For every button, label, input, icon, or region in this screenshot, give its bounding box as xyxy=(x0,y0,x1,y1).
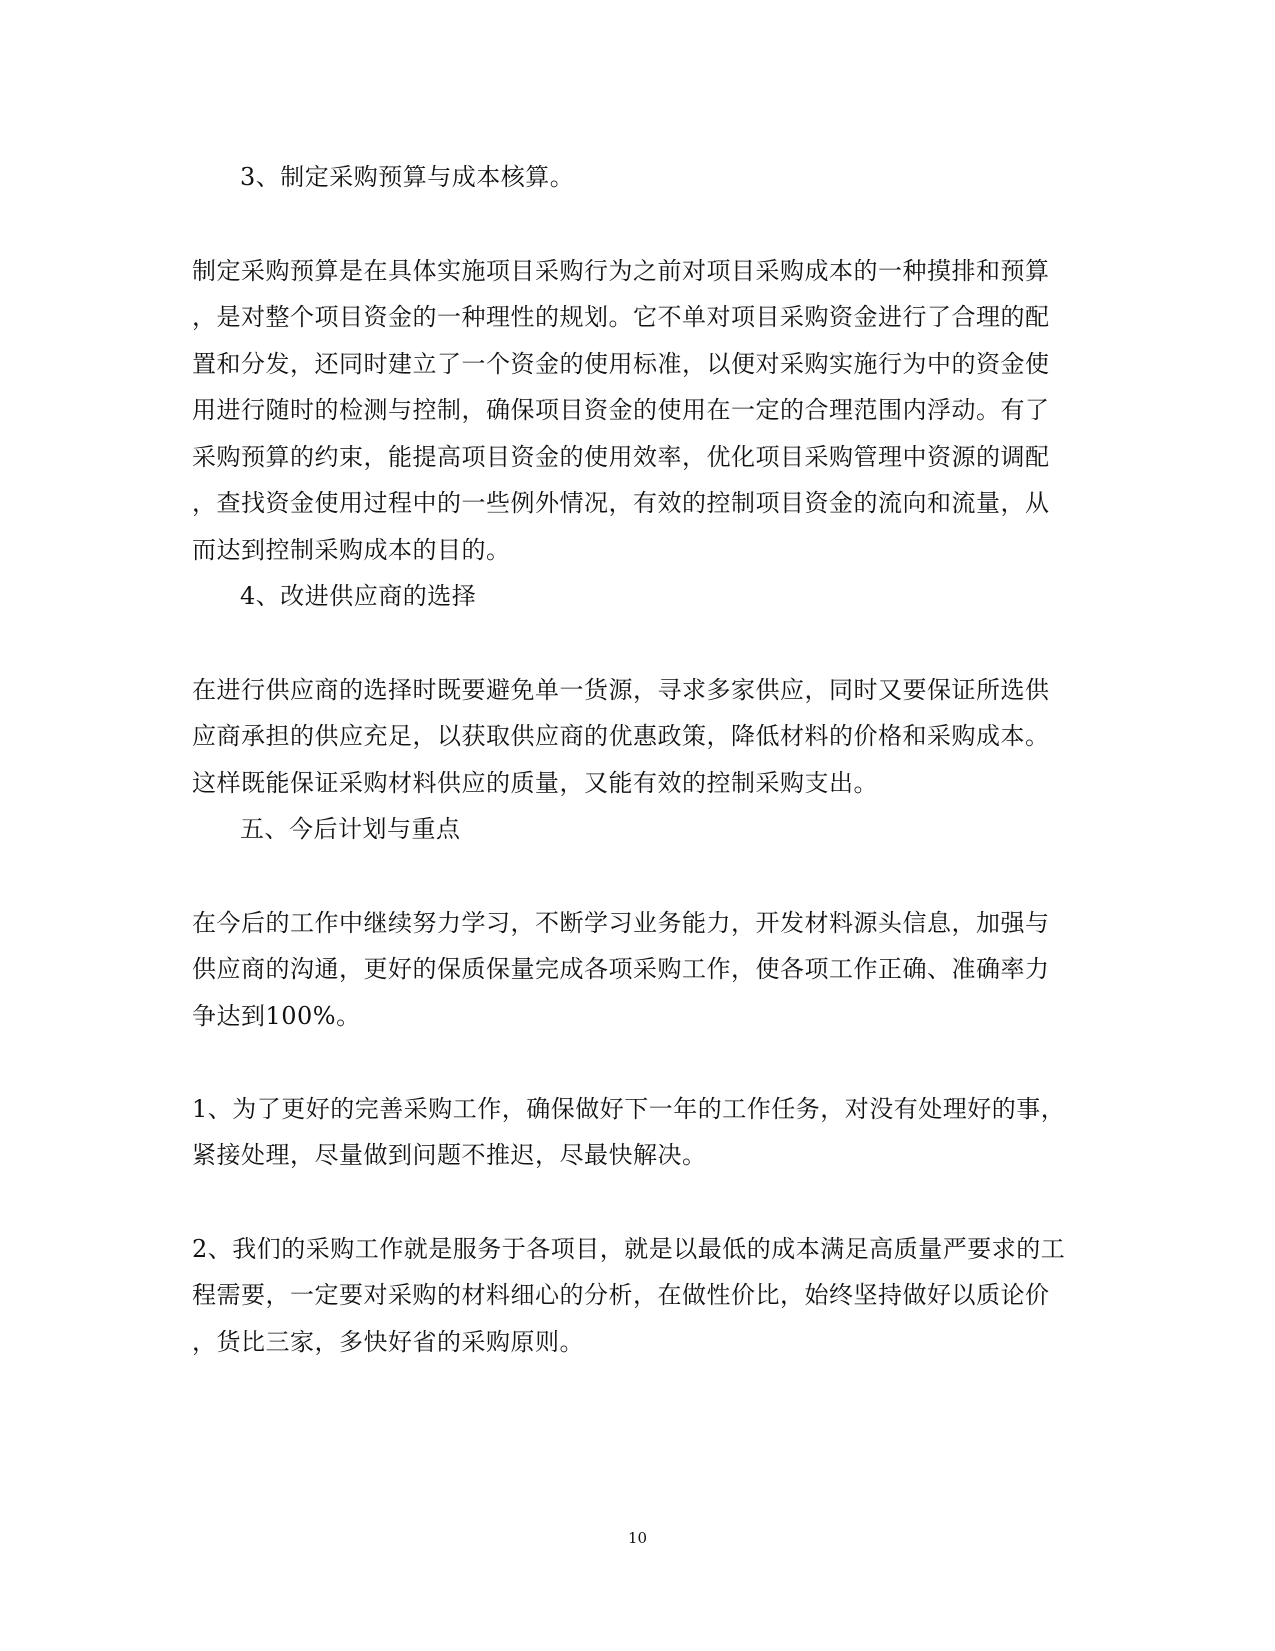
section-heading-3: 3、制定采购预算与成本核算。 xyxy=(240,163,575,191)
paragraph-line: 应商承担的供应充足，以获取供应商的优惠政策，降低材料的价格和采购成本。 xyxy=(192,722,1050,750)
paragraph-line: 采购预算的约束，能提高项目资金的使用效率，优化项目采购管理中资源的调配 xyxy=(192,443,1050,471)
paragraph-line: 制定采购预算是在具体实施项目采购行为之前对项目采购成本的一种摸排和预算 xyxy=(192,257,1050,285)
section-heading-5: 五、今后计划与重点 xyxy=(240,815,461,843)
paragraph-line: ，是对整个项目资金的一种理性的规划。它不单对项目采购资金进行了合理的配 xyxy=(192,303,1050,331)
paragraph-line: 争达到100%。 xyxy=(192,1002,361,1030)
paragraph-line: 在今后的工作中继续努力学习，不断学习业务能力，开发材料源头信息，加强与 xyxy=(192,909,1050,937)
paragraph-line: ，查找资金使用过程中的一些例外情况，有效的控制项目资金的流向和流量，从 xyxy=(192,489,1050,517)
section-heading-4: 4、改进供应商的选择 xyxy=(240,582,477,610)
paragraph-line: ，货比三家，多快好省的采购原则。 xyxy=(192,1328,584,1356)
paragraph-line: 而达到控制采购成本的目的。 xyxy=(192,536,511,564)
paragraph-line: 用进行随时的检测与控制，确保项目资金的使用在一定的合理范围内浮动。有了 xyxy=(192,396,1050,424)
paragraph-line: 置和分发，还同时建立了一个资金的使用标准，以便对采购实施行为中的资金使 xyxy=(192,350,1050,378)
paragraph-line: 紧接处理，尽量做到问题不推迟，尽最快解决。 xyxy=(192,1141,707,1169)
paragraph-line: 供应商的沟通，更好的保质保量完成各项采购工作，使各项工作正确、准确率力 xyxy=(192,955,1050,983)
paragraph-line: 程需要，一定要对采购的材料细心的分析，在做性价比，始终坚持做好以质论价 xyxy=(192,1281,1050,1309)
paragraph-line: 2、我们的采购工作就是服务于各项目，就是以最低的成本满足高质量严要求的工 xyxy=(192,1235,1066,1263)
paragraph-line: 这样既能保证采购材料供应的质量，又能有效的控制采购支出。 xyxy=(192,769,878,797)
paragraph-line: 在进行供应商的选择时既要避免单一货源，寻求多家供应，同时又要保证所选供 xyxy=(192,676,1050,704)
paragraph-line: 1、为了更好的完善采购工作，确保做好下一年的工作任务，对没有处理好的事， xyxy=(192,1095,1066,1123)
page-number: 10 xyxy=(627,1529,648,1547)
